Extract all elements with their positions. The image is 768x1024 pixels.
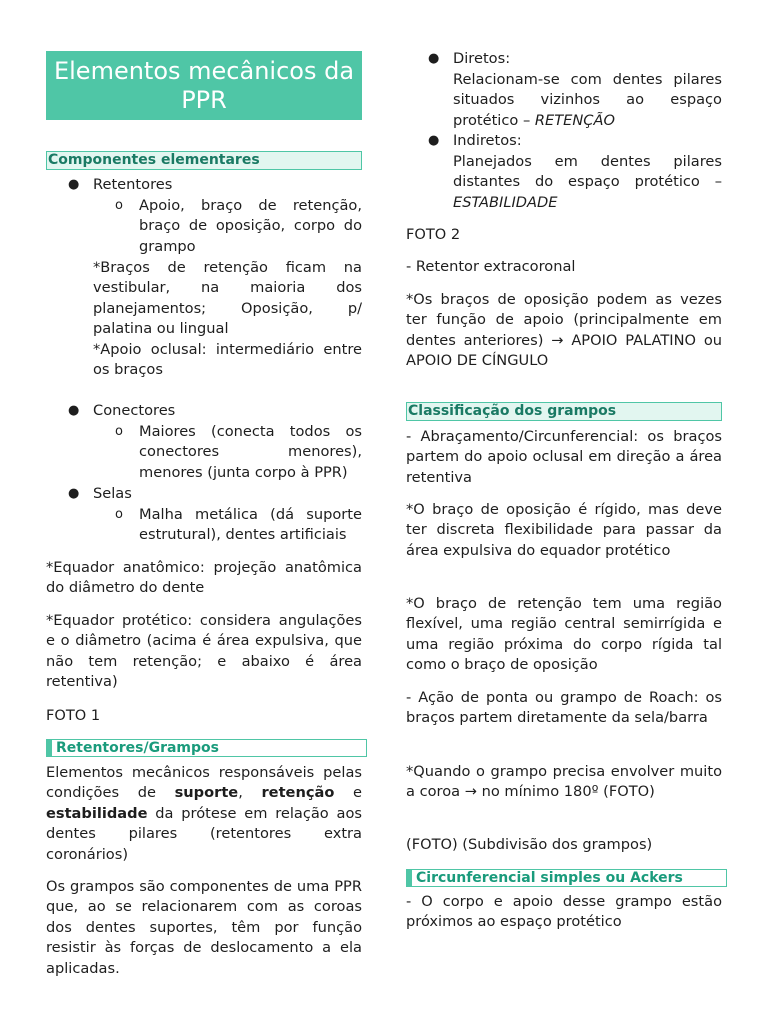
- bullet-icon: ●: [68, 177, 80, 192]
- list-item-label: Diretos:: [453, 50, 511, 67]
- sub-item-conectores: [115, 422, 362, 483]
- paragraph-braco-oposicao-rigido: *O braço de oposição é rígido, mas deve ter discreta flexibilidade para passar da área expulsiva do equador protético: [406, 501, 722, 559]
- section-heading-componentes: Componentes elementares: [46, 151, 362, 170]
- paragraph-grampos: Os grampos são componentes de uma PPR que, ao se relacionarem com as coroas dos dentes suportes, têm por função resistir às forças de deslocamento a ela aplicadas.: [46, 878, 362, 977]
- list-item-label: Conectores: [93, 402, 176, 419]
- bullet-icon: ●: [68, 486, 80, 501]
- list-item-label: Selas: [93, 485, 132, 502]
- paragraph-equador-protetico: *Equador protético: considera angulações e o diâmetro (acima é área expulsiva, que não tem retenção; e abaixo é área retentiva): [46, 612, 362, 691]
- section-heading-classificacao: Classificação dos grampos: [406, 402, 722, 421]
- paragraph-foto-subdivisao: (FOTO) (Subdivisão dos grampos): [406, 836, 653, 853]
- paragraph-elementos-mecanicos: Elementos mecânicos responsáveis pelas condições de suporte, retenção e estabilidade da prótese em relação aos dentes pilares (retentores extra coronários): [46, 764, 362, 863]
- paragraph-abracamento: - Abraçamento/Circunferencial: os braços partem do apoio oclusal em direção a área retentiva: [406, 428, 722, 486]
- paragraph-braco-retencao: *O braço de retenção tem uma região flexível, uma região central semirrígida e uma região próxima do corpo rígida tal como o braço de oposição: [406, 595, 722, 674]
- sub-item-text: Apoio, braço de retenção, braço de oposição, corpo do grampo: [139, 197, 362, 255]
- section-heading-circunferencial: Circunferencial simples ou Ackers: [406, 869, 727, 887]
- paragraph-acao-ponta: - Ação de ponta ou grampo de Roach: os braços partem diretamente da sela/barra: [406, 689, 722, 727]
- paragraph-retentor-extracoronal: - Retentor extracoronal: [406, 258, 576, 275]
- photo-placeholder-1: FOTO 1: [46, 707, 101, 724]
- paragraph-equador-anatomico: *Equador anatômico: projeção anatômica do diâmetro do dente: [46, 559, 362, 597]
- diretos-description: Relacionam-se com dentes pilares situados vizinhos ao espaço protético – RETENÇÃO: [453, 71, 722, 129]
- bullet-icon: ●: [428, 133, 440, 148]
- paragraph-bracos-oposicao: *Os braços de oposição podem as vezes ter função de apoio (principalmente em dentes anteriores) → APOIO PALATINO ou APOIO DE CÍNGULO: [406, 291, 722, 370]
- sub-item-text: Malha metálica (dá suporte estrutural), dentes artificiais: [139, 506, 362, 544]
- section-heading-retentores-grampos: Retentores/Grampos: [46, 739, 367, 757]
- paragraph-corpo-apoio: - O corpo e apoio desse grampo estão próximos ao espaço protético: [406, 893, 722, 931]
- list-item-label: Indiretos:: [453, 132, 522, 149]
- list-item-label: Retentores: [93, 176, 173, 193]
- sub-item-retentores: [115, 196, 362, 257]
- circle-bullet-icon: o: [115, 507, 123, 522]
- sub-item-text: Maiores (conecta todos os conectores menores), menores (junta corpo à PPR): [139, 423, 362, 481]
- bullet-icon: ●: [428, 51, 440, 66]
- circle-bullet-icon: o: [115, 198, 123, 213]
- paragraph-quando-grampo: *Quando o grampo precisa envolver muito a coroa → no mínimo 180º (FOTO): [406, 763, 722, 801]
- circle-bullet-icon: o: [115, 424, 123, 439]
- page-title: Elementos mecânicos da PPR: [46, 51, 362, 120]
- photo-placeholder-2: FOTO 2: [406, 226, 461, 243]
- indiretos-description: Planejados em dentes pilares distantes do espaço protético – ESTABILIDADE: [453, 153, 722, 211]
- retentores-note-apoio: *Apoio oclusal: intermediário entre os braços: [93, 341, 362, 379]
- sub-item-selas: [115, 505, 362, 546]
- bullet-icon: ●: [68, 403, 80, 418]
- retentores-note-bracos: *Braços de retenção ficam na vestibular, na maioria dos planejamentos; Oposição, p/ palatina ou lingual: [93, 259, 362, 338]
